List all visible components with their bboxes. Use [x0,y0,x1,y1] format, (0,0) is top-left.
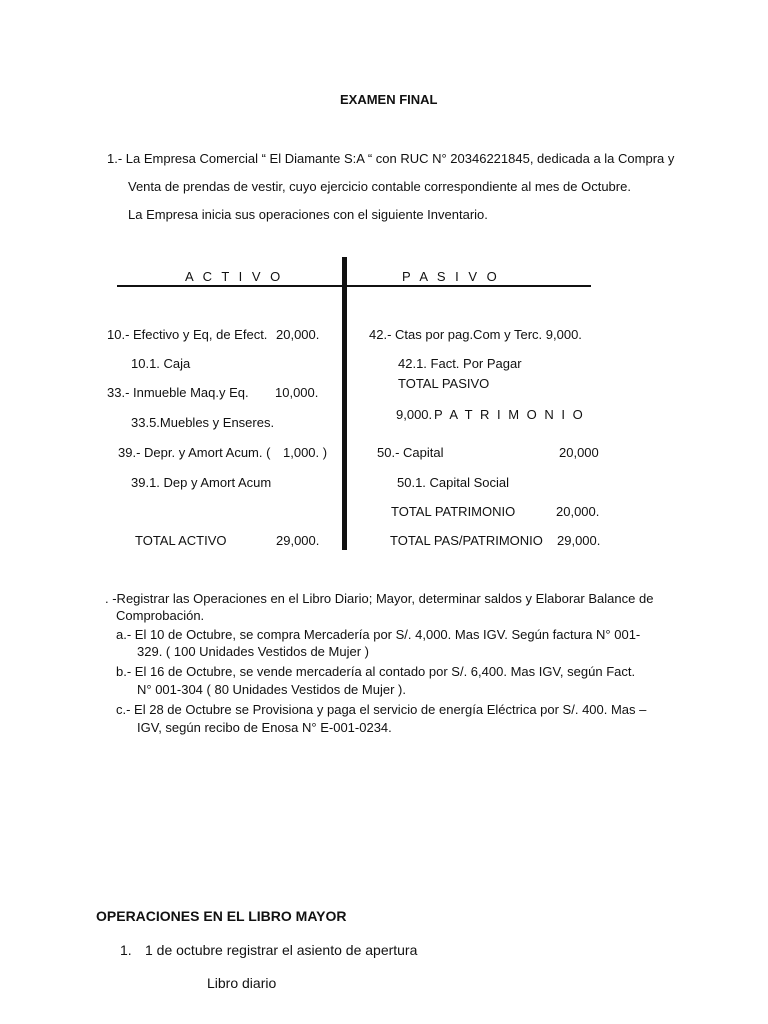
total-activo-label: TOTAL ACTIVO [135,533,227,548]
activo-row-label: 39.1. Dep y Amort Acum [131,475,272,490]
t-account-vertical-rule [342,257,347,550]
pasivo-row: 42.1. Fact. Por Pagar [398,356,522,371]
total-pasivo-label: TOTAL PASIVO [398,376,490,391]
intro-line-3: La Empresa inicia sus operaciones con el siguiente Inventario. [128,207,488,222]
instruction-item-c-cont: IGV, según recibo de Enosa N° E-001-0234. [137,720,392,735]
pasivo-row: 42.- Ctas por pag.Com y Terc. 9,000. [369,327,582,342]
list-item-text: 1 de octubre registrar el asiento de apertura [145,942,418,958]
instruction-line: Comprobación. [116,608,205,623]
intro-line-1: 1.- La Empresa Comercial “ El Diamante S:A “ con RUC N° 20346221845, dedicada a la Compra y [107,151,675,166]
total-pas-patrimonio-value: 29,000. [557,533,601,548]
activo-header: A C T I V O [185,269,284,284]
instruction-item-a: a.- El 10 de Octubre, se compra Mercadería por S/. 4,000. Mas IGV. Según factura N° 001- [116,627,641,642]
instruction-item-b-cont: N° 001-304 ( 80 Unidades Vestidos de Mujer ). [137,682,406,697]
pasivo-row-value: 20,000 [559,445,599,460]
total-pasivo-value: 9,000. [396,407,433,422]
instruction-line: . -Registrar las Operaciones en el Libro Diario; Mayor, determinar saldos y Elaborar Balance de [105,591,654,606]
pasivo-row: 50.1. Capital Social [397,475,510,490]
activo-row-label: 10.- Efectivo y Eq, de Efect. [107,327,268,342]
instruction-item-b: b.- El 16 de Octubre, se vende mercadería al contado por S/. 6,400. Mas IGV, según Fact. [116,664,636,679]
activo-row-value: 10,000. [275,385,319,400]
pasivo-header: P A S I V O [402,269,500,284]
pasivo-row: 50.- Capital [377,445,444,460]
sub-heading: Libro diario [207,975,277,991]
list-item-number: 1. [120,942,132,958]
activo-row-value: 20,000. [276,327,320,342]
activo-row-label: 33.- Inmueble Maq.y Eq. [107,385,249,400]
page-title: EXAMEN FINAL [340,92,438,107]
intro-line-2: Venta de prendas de vestir, cuyo ejercicio contable correspondiente al mes de Octubre. [128,179,631,194]
instruction-item-c: c.- El 28 de Octubre se Provisiona y paga el servicio de energía Eléctrica por S/. 400. Mas – [116,702,647,717]
patrimonio-header: P A T R I M O N I O [434,407,585,422]
total-patrimonio-value: 20,000. [556,504,600,519]
activo-row-label: 33.5.Muebles y Enseres. [131,415,275,430]
total-pas-patrimonio-label: TOTAL PAS/PATRIMONIO [390,533,543,548]
instruction-item-a-cont: 329. ( 100 Unidades Vestidos de Mujer ) [137,644,369,659]
activo-row-label: 10.1. Caja [131,356,191,371]
total-activo-value: 29,000. [276,533,320,548]
total-patrimonio-label: TOTAL PATRIMONIO [391,504,516,519]
activo-row-value: 1,000. ) [283,445,328,460]
activo-row-label: 39.- Depr. y Amort Acum. ( [118,445,271,460]
t-account-horizontal-rule [117,285,591,287]
section-heading: OPERACIONES EN EL LIBRO MAYOR [96,908,347,924]
